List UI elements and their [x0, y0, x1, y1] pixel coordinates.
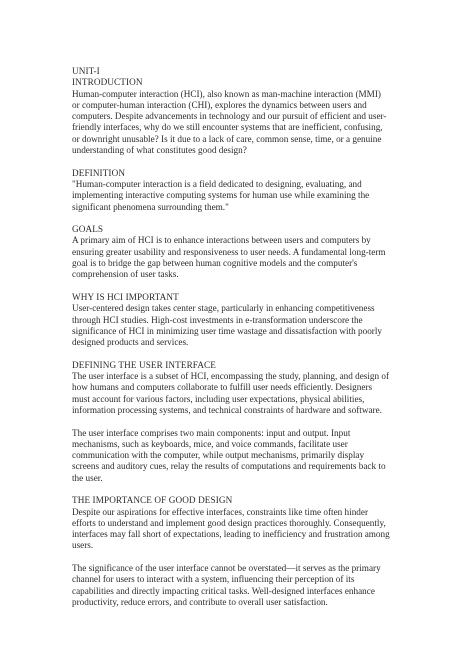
section-spacer: [72, 348, 412, 359]
section-introduction: [72, 77, 412, 167]
paragraph: [72, 89, 412, 157]
paragraph-line: Despite our aspirations for effective interfaces, constraints like time often hinder: [72, 506, 369, 517]
paragraph-line: User-centered design takes center stage, particularly in enhancing competitiveness: [72, 303, 375, 314]
paragraph-line: computers. Despite advancements in technology and our pursuit of efficient and user-: [72, 111, 387, 122]
paragraph-line: the user.: [72, 472, 103, 483]
paragraph: [72, 428, 412, 484]
paragraph-line: The significance of the user interface cannot be overstated—it serves as the primary: [72, 563, 381, 574]
paragraph-line: users.: [72, 540, 94, 551]
paragraph-line: through HCI studies. High-cost investments in e-transformation underscore the: [72, 314, 363, 325]
section-spacer: [72, 213, 412, 224]
paragraph-line: efforts to understand and implement good design practices thoroughly. Consequently,: [72, 517, 386, 528]
paragraph-line: channel for users to interact with a system, influencing their perception of its: [72, 574, 355, 585]
document-page: [72, 66, 412, 608]
paragraph-line: or downright unusable? Is it due to a lack of care, common sense, time, or a genuine: [72, 133, 382, 144]
section-spacer: [72, 156, 412, 167]
paragraph-line: interfaces may fall short of expectations, leading to inefficiency and frustration among: [72, 529, 390, 540]
paragraph-line: must account for various factors, including user expectations, physical abilities,: [72, 393, 365, 404]
paragraph-line: ensuring greater usability and responsiveness to user needs. A fundamental long-term: [72, 246, 386, 257]
section-heading: DEFINITION: [72, 167, 126, 178]
section-spacer: [72, 484, 412, 495]
paragraph: [72, 179, 412, 213]
paragraph-line: goal is to bridge the gap between human cognitive models and the computer's: [72, 258, 358, 269]
paragraph: [72, 507, 412, 552]
paragraph-line: Human-computer interaction (HCI), also known as man-machine interaction (MMI): [72, 88, 381, 99]
paragraph-line: information processing systems, and technical constraints of hardware and software.: [72, 404, 382, 415]
paragraph-line: screens and auditory cues, relay the results of computations and requirements back to: [72, 461, 386, 472]
section-spacer: [72, 281, 412, 292]
paragraph-line: significance of HCI in minimizing user time wastage and dissatisfaction with poorly: [72, 325, 383, 336]
paragraph-spacer: [72, 416, 412, 427]
paragraph-line: capabilities and directly impacting critical tasks. Well-designed interfaces enhance: [72, 585, 375, 596]
section-goals: [72, 224, 412, 292]
paragraph-line: significant phenomena surrounding them.": [72, 201, 229, 212]
paragraph: [72, 563, 412, 608]
section-why-hci-important: [72, 292, 412, 360]
paragraph-line: communication with the computer, while output mechanisms, primarily display: [72, 450, 365, 461]
paragraph-line: The user interface comprises two main components: input and output. Input: [72, 427, 351, 438]
section-heading: GOALS: [72, 224, 104, 235]
section-heading: WHY IS HCI IMPORTANT: [72, 291, 179, 302]
paragraph-line: productivity, reduce errors, and contribute to overall user satisfaction.: [72, 596, 328, 607]
paragraph-line: implementing interactive computing systems for human use while examining the: [72, 190, 370, 201]
paragraph: [72, 303, 412, 348]
paragraph-line: "Human-computer interaction is a field dedicated to designing, evaluating, and: [72, 178, 362, 189]
document-body: [72, 77, 412, 608]
section-importance-good-design: [72, 495, 412, 608]
section-heading: DEFINING THE USER INTERFACE: [72, 359, 216, 370]
section-heading: INTRODUCTION: [72, 77, 143, 88]
paragraph-line: A primary aim of HCI is to enhance interactions between users and computers by: [72, 235, 371, 246]
paragraph-line: comprehension of user tasks.: [72, 269, 179, 280]
paragraph-line: friendly interfaces, why do we still encounter systems that are inefficient, confusing,: [72, 122, 383, 133]
section-defining-user-interface: [72, 360, 412, 496]
paragraph: [72, 235, 412, 280]
paragraph-line: understanding of what constitutes good design?: [72, 145, 247, 156]
paragraph-line: mechanisms, such as keyboards, mice, and voice commands, facilitate user: [72, 438, 348, 449]
section-definition: [72, 168, 412, 224]
paragraph-line: how humans and computers collaborate to fulfill user needs efficiently. Designers: [72, 382, 373, 393]
paragraph-line: designed products and services.: [72, 337, 189, 348]
paragraph-spacer: [72, 552, 412, 563]
unit-label: UNIT-I: [72, 66, 100, 76]
section-heading: THE IMPORTANCE OF GOOD DESIGN: [72, 495, 233, 506]
paragraph: [72, 371, 412, 416]
paragraph-line: The user interface is a subset of HCI, encompassing the study, planning, and design of: [72, 371, 390, 382]
paragraph-line: or computer-human interaction (CHI), explores the dynamics between users and: [72, 99, 367, 110]
